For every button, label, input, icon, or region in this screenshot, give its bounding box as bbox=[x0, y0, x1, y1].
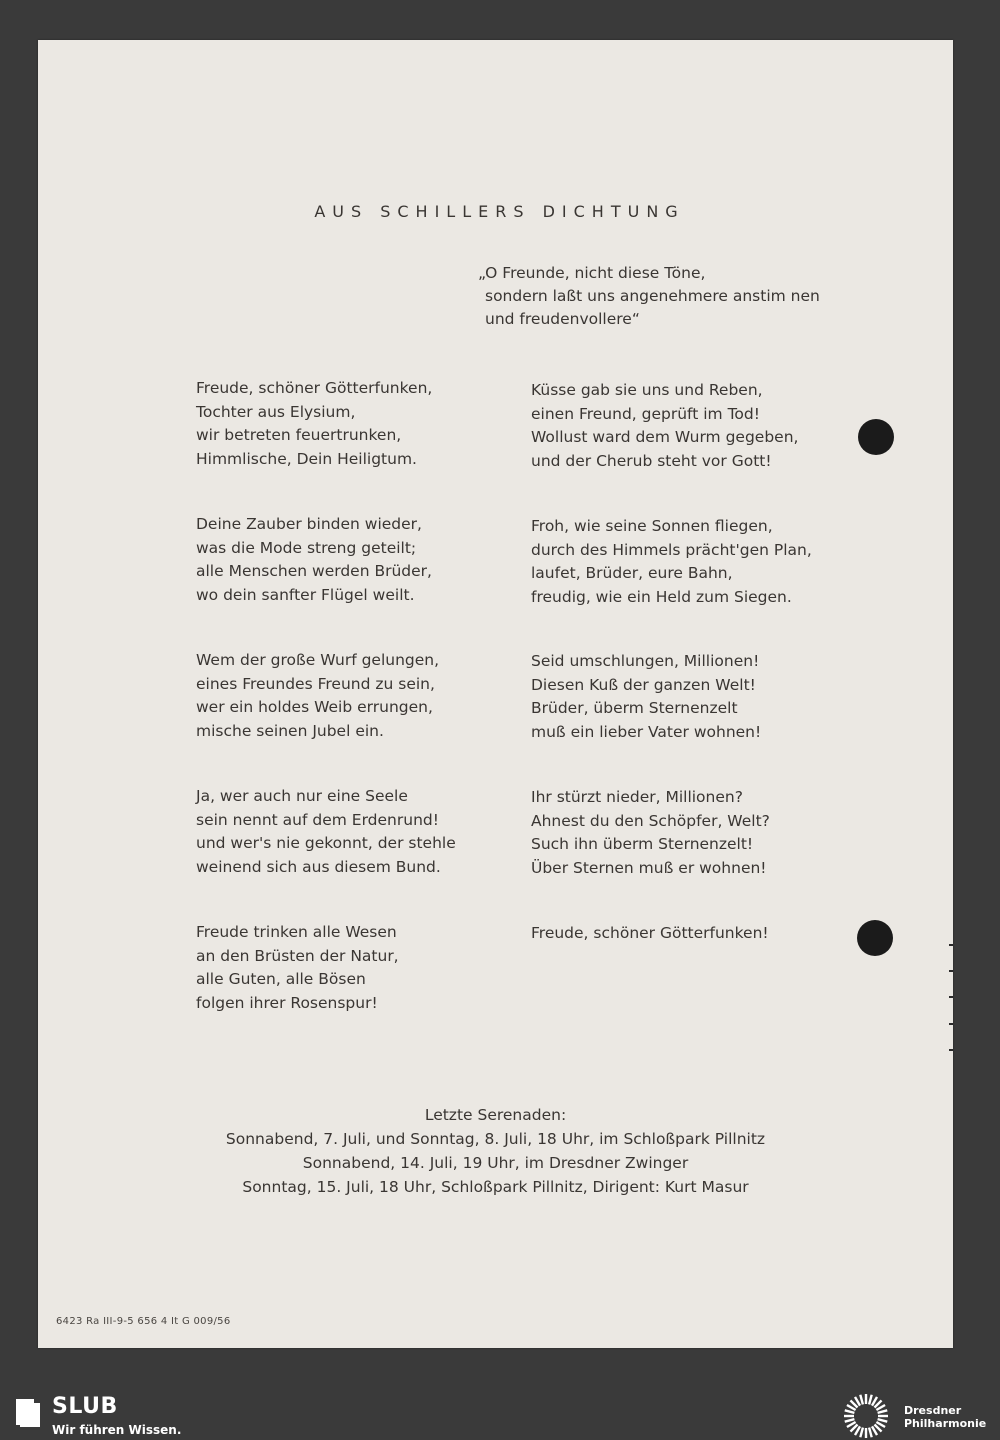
verse-line: Ja, wer auch nur eine Seele bbox=[196, 787, 408, 805]
edge-mark bbox=[949, 944, 953, 946]
verse-line: wo dein sanfter Flügel weilt. bbox=[196, 585, 415, 604]
edge-mark bbox=[949, 1023, 953, 1025]
verse-line: alle Guten, alle Bösen bbox=[196, 970, 366, 988]
sunburst-ray bbox=[845, 1419, 855, 1422]
verse-line: Such ihn überm Sternenzelt! bbox=[531, 835, 754, 853]
verse-line: Ihr stürzt nieder, Millionen? bbox=[531, 788, 743, 806]
verse-line: Wem der große Wurf gelungen, bbox=[196, 651, 440, 669]
stanza-right-3 bbox=[531, 650, 761, 744]
stanza-right-2 bbox=[531, 515, 812, 609]
dresdner-philharmonie-name[interactable] bbox=[904, 1404, 986, 1430]
verse-line: Froh, wie seine Sonnen fliegen, bbox=[531, 517, 773, 535]
dresdner-philharmonie-sunburst-icon bbox=[840, 1392, 892, 1440]
slub-name[interactable]: SLUB bbox=[52, 1394, 118, 1419]
stanza-left-3 bbox=[196, 649, 439, 743]
verse-line: und der Cherub steht vor Gott! bbox=[531, 451, 772, 470]
verse-line: einen Freund, geprüft im Tod! bbox=[531, 404, 760, 423]
stanza-right-1 bbox=[531, 379, 798, 473]
stanza-right-5 bbox=[531, 922, 769, 946]
sunburst-ray bbox=[860, 1428, 863, 1438]
stanza-right-4 bbox=[531, 786, 770, 880]
motto-line: und freudenvollere“ bbox=[485, 310, 640, 328]
stanza-left-5 bbox=[196, 921, 399, 1015]
verse-line: an den Brüsten der Natur, bbox=[196, 946, 399, 965]
slub-book-icon bbox=[14, 1397, 42, 1429]
serenade-announcement bbox=[38, 1103, 953, 1199]
footer-line: Sonnabend, 14. Juli, 19 Uhr, im Dresdner Zwinger bbox=[302, 1154, 689, 1172]
edge-mark bbox=[949, 1049, 953, 1051]
stanza-left-1 bbox=[196, 377, 432, 471]
verse-line: was die Mode streng geteilt; bbox=[196, 538, 417, 557]
page-title: AUS SCHILLERS DICHTUNG bbox=[314, 202, 685, 221]
verse-line: Ahnest du den Schöpfer, Welt? bbox=[531, 811, 770, 830]
verse-line: durch des Himmels prächt'gen Plan, bbox=[531, 540, 812, 559]
sunburst-ray bbox=[845, 1410, 855, 1413]
punch-hole bbox=[857, 920, 893, 956]
verse-line: Küsse gab sie uns und Reben, bbox=[531, 381, 763, 399]
verse-line: und wer's nie gekonnt, der stehle bbox=[196, 834, 456, 852]
edge-mark bbox=[949, 996, 953, 998]
verse-line: laufet, Brüder, eure Bahn, bbox=[531, 564, 733, 582]
sunburst-ray bbox=[878, 1410, 888, 1413]
verse-line: folgen ihrer Rosenspur! bbox=[196, 993, 378, 1012]
verse-line: freudig, wie ein Held zum Siegen. bbox=[531, 587, 792, 606]
verse-line: weinend sich aus diesem Bund. bbox=[196, 857, 441, 876]
verse-line: Freude trinken alle Wesen bbox=[196, 923, 397, 941]
verse-line: wir betreten feuertrunken, bbox=[196, 426, 402, 444]
dp-name-line: Philharmonie bbox=[904, 1417, 987, 1430]
verse-line: Himmlische, Dein Heiligtum. bbox=[196, 449, 417, 468]
verse-line: Freude, schöner Götterfunken! bbox=[531, 924, 769, 942]
footer-line: Sonnabend, 7. Juli, und Sonntag, 8. Juli, 18 Uhr, im Schloßpark Pillnitz bbox=[225, 1130, 766, 1148]
motto-quote bbox=[478, 262, 820, 331]
footer-heading: Letzte Serenaden: bbox=[424, 1106, 567, 1124]
sunburst-ray bbox=[878, 1419, 888, 1422]
motto-line: „O Freunde, nicht diese Töne, bbox=[478, 264, 706, 282]
dp-name-line: Dresdner bbox=[904, 1404, 962, 1417]
sunburst-ray bbox=[860, 1395, 863, 1405]
verse-line: muß ein lieber Vater wohnen! bbox=[531, 722, 762, 741]
verse-line: Tochter aus Elysium, bbox=[196, 402, 356, 421]
sunburst-ray bbox=[869, 1395, 872, 1405]
verse-line: Brüder, überm Sternenzelt bbox=[531, 699, 738, 717]
verse-line: Wollust ward dem Wurm gegeben, bbox=[531, 428, 799, 446]
verse-line: Seid umschlungen, Millionen! bbox=[531, 652, 760, 670]
verse-line: Über Sternen muß er wohnen! bbox=[531, 858, 767, 877]
print-code: 6423 Ra III-9-5 656 4 It G 009/56 bbox=[56, 1316, 231, 1327]
punch-hole bbox=[858, 419, 894, 455]
document-page bbox=[38, 40, 953, 1348]
verse-line: alle Menschen werden Brüder, bbox=[196, 562, 432, 580]
slub-tagline: Wir führen Wissen. bbox=[52, 1423, 182, 1437]
footer-line: Sonntag, 15. Juli, 18 Uhr, Schloßpark Pillnitz, Dirigent: Kurt Masur bbox=[242, 1178, 749, 1196]
motto-line: sondern laßt uns angenehmere anstim nen bbox=[485, 287, 820, 305]
stanza-left-4 bbox=[196, 785, 456, 879]
stanza-left-2 bbox=[196, 513, 432, 607]
verse-line: wer ein holdes Weib errungen, bbox=[196, 698, 433, 716]
verse-line: sein nennt auf dem Erdenrund! bbox=[196, 810, 439, 829]
sunburst-ray bbox=[869, 1428, 872, 1438]
verse-line: Diesen Kuß der ganzen Welt! bbox=[531, 675, 756, 694]
verse-line: mische seinen Jubel ein. bbox=[196, 721, 384, 740]
verse-line: Freude, schöner Götterfunken, bbox=[196, 379, 433, 397]
verse-line: eines Freundes Freund zu sein, bbox=[196, 674, 435, 693]
edge-mark bbox=[949, 970, 953, 972]
verse-line: Deine Zauber binden wieder, bbox=[196, 515, 422, 533]
